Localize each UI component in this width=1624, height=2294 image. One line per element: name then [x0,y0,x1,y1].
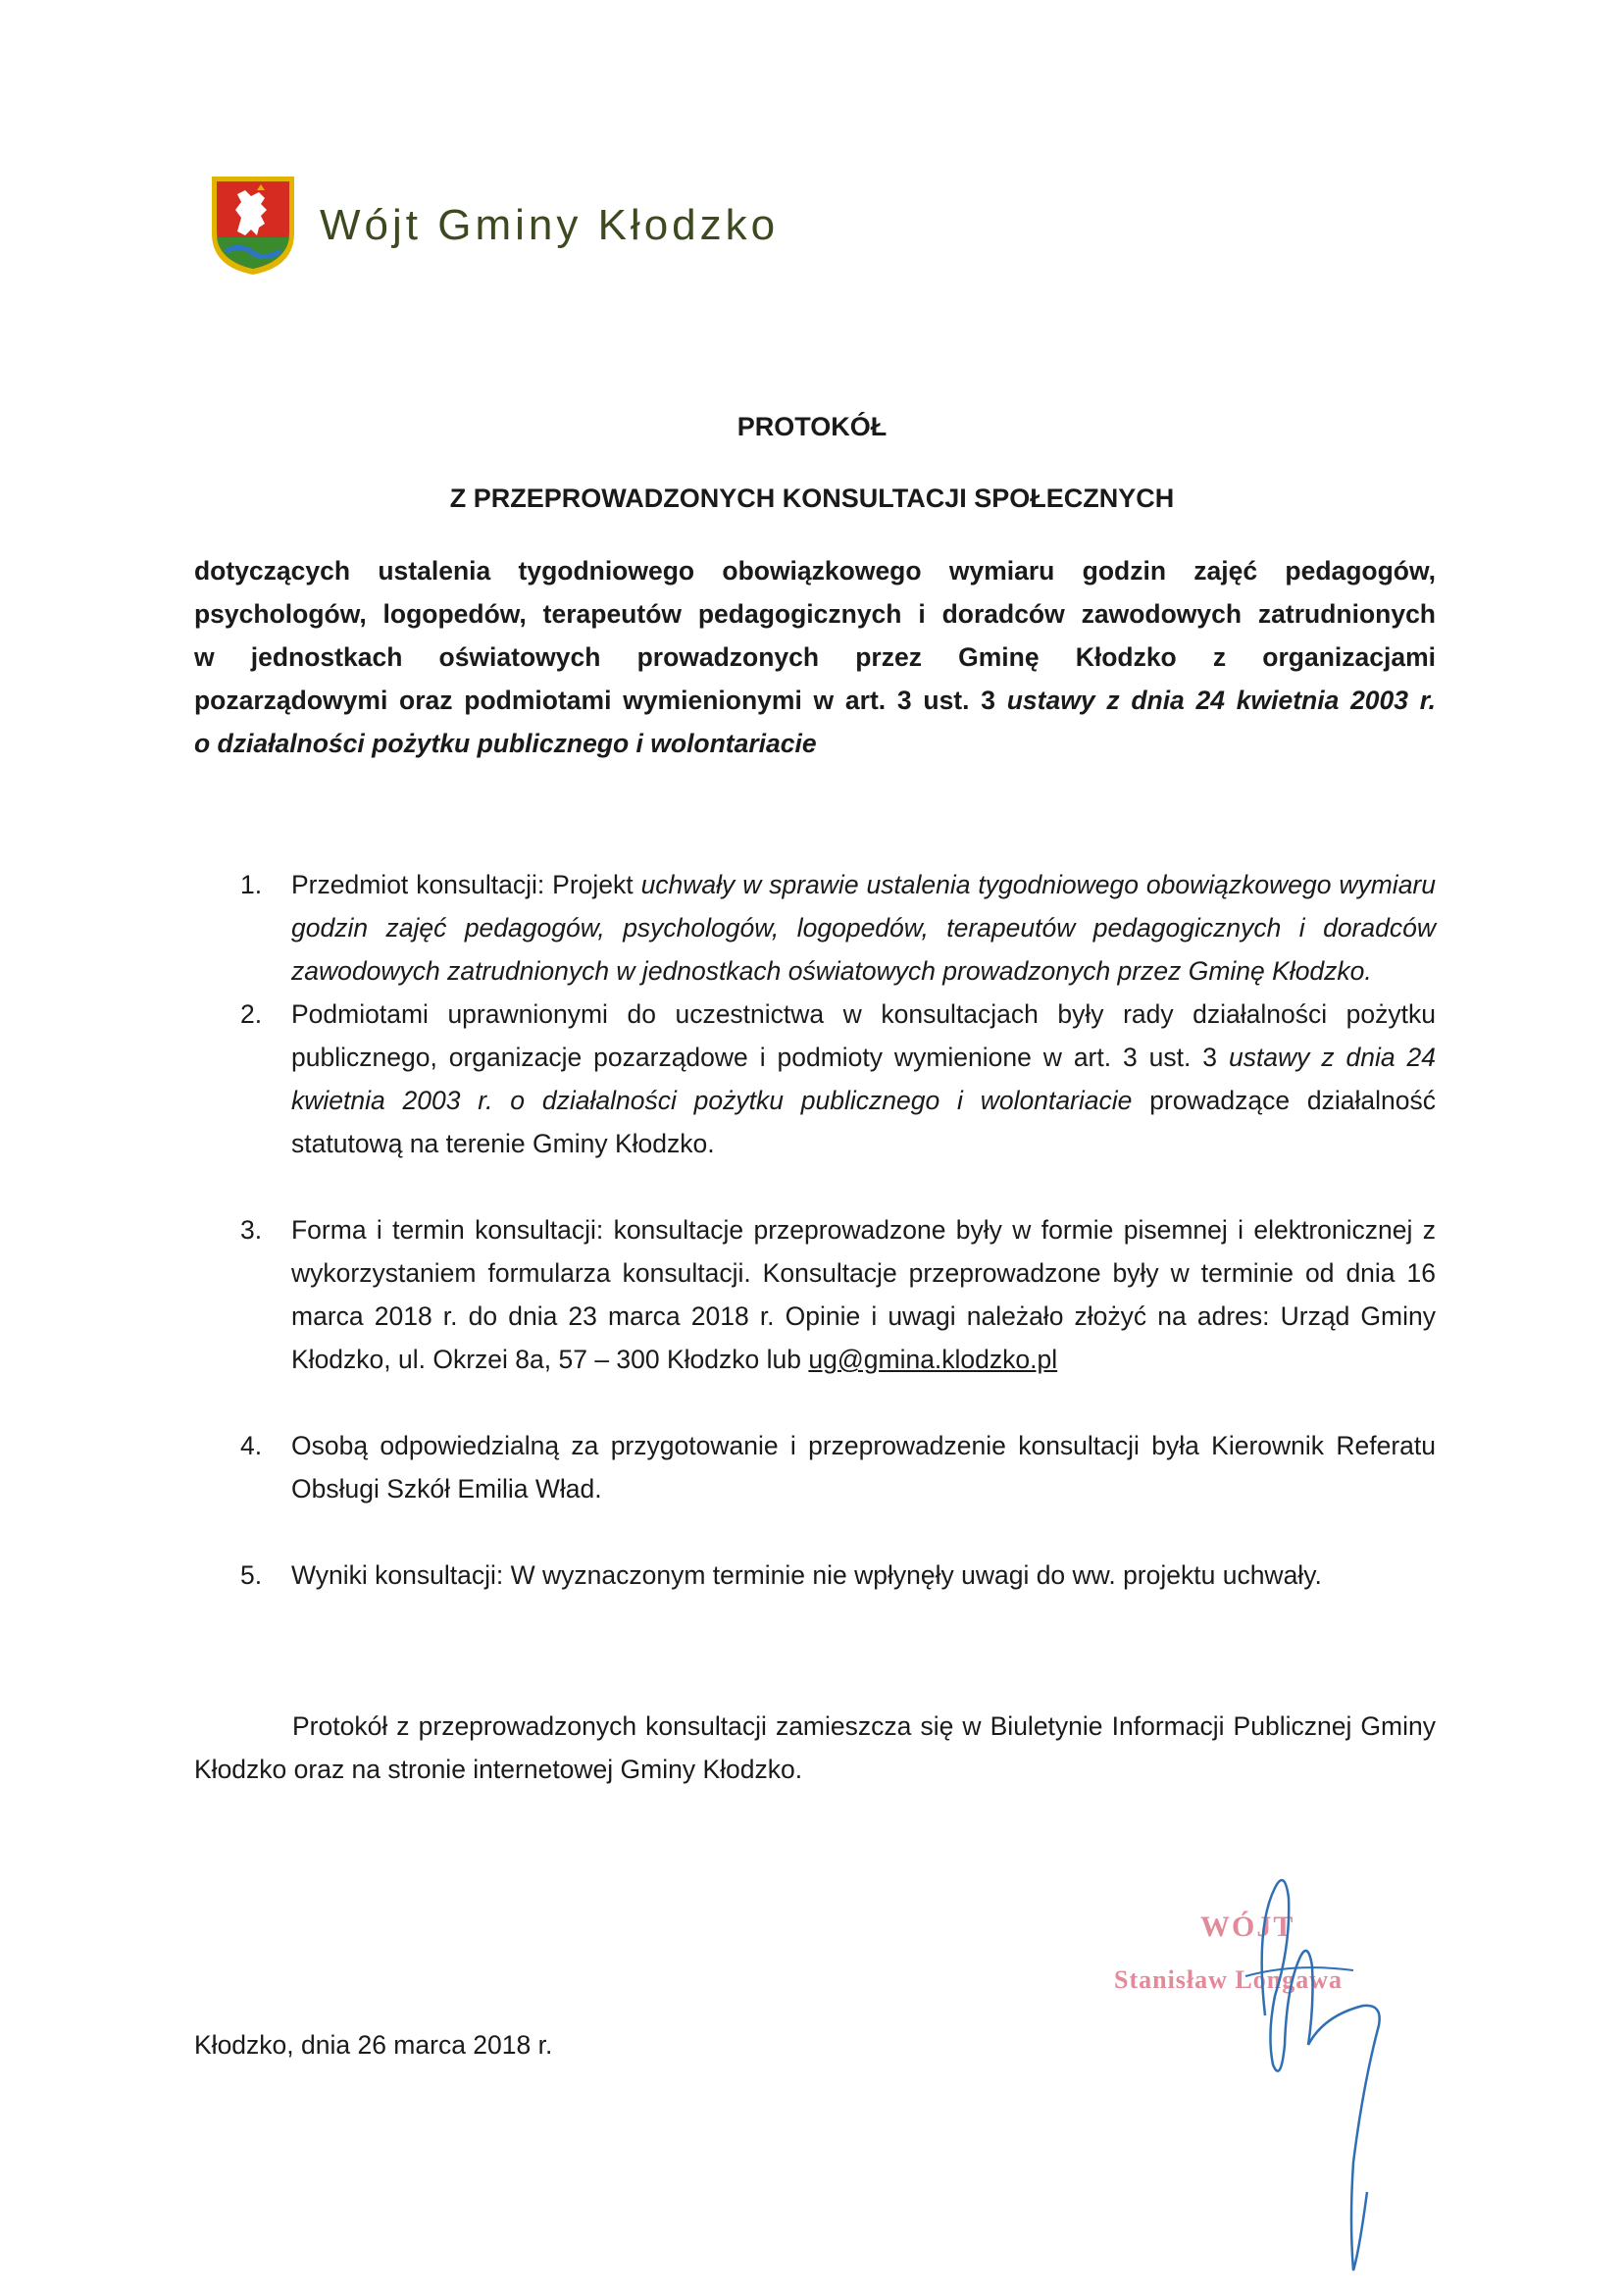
subject-paragraph [194,549,1436,765]
place-and-date: Kłodzko, dnia 26 marca 2018 r. [194,2030,553,2060]
list-item [196,1208,1436,1381]
item-text: Wyniki konsultacji: W wyznaczonym terminie nie wpłynęły uwagi do ww. projektu uchwały. [291,1560,1322,1590]
item-text-italic: ustawy z dnia 24 kwietnia 2003 r. o działalności pożytku publicznego i wolontariacie [291,1043,1436,1115]
item-number: 4. [240,1431,263,1460]
handwritten-signature-icon [1206,1868,1402,2280]
item-text [291,863,1436,993]
list-item [196,863,1436,993]
item-text-italic: uchwały w sprawie ustalenia tygodniowego obowiązkowego wymiaru godzin zajęć pedagogów, psychologów, logopedów, terapeutów pedagogicznych i doradców zawodowych zatrudnionych w jednostkach oświatowych prowadzonych przez Gminę Kłodzko. [291,870,1436,986]
subject-line: psychologów, logopedów, terapeutów pedagogicznych i doradców zawodowych zatrudnionych [194,599,1436,629]
item-text-plain: Forma i termin konsultacji: konsultacje przeprowadzone były w formie pisemnej i elektronicznej z wykorzystaniem formularza konsultacji. Konsultacje przeprowadzone były w terminie od dnia 16 marca 2018 r. do dnia 23 marca 2018 r. Opinie i uwagi należało złożyć na adres: Urząd Gminy Kłodzko, ul. Okrzei 8a, 57 – 300 Kłodzko lub [291,1215,1436,1374]
subject-line [194,722,1436,765]
document-title: PROTOKÓŁ [736,412,888,441]
subject-line-text: pozarządowymi oraz podmiotami wymienionymi w art. 3 ust. 3 [194,686,1007,715]
document-subtitle: Z PRZEPROWADZONYCH KONSULTACJI SPOŁECZNYCH [449,484,1175,513]
letterhead [208,173,779,279]
consultation-items-list [196,863,1436,1597]
subject-line-italic: o działalności pożytku publicznego i wolontariacie [194,729,817,758]
item-number: 2. [240,999,263,1029]
email-link[interactable]: ug@gmina.klodzko.pl [808,1345,1058,1374]
closing-paragraph: Protokół z przeprowadzonych konsultacji zamieszcza się w Biuletynie Informacji Publicznej Gminy Kłodzko oraz na stronie internetowej Gminy Kłodzko. [194,1711,1436,1784]
item-text: Osobą odpowiedzialną za przygotowanie i przeprowadzenie konsultacji była Kierownik Referatu Obsługi Szkół Emilia Wład. [291,1431,1436,1504]
subject-line-italic: ustawy z dnia 24 kwietnia 2003 r. [1006,686,1436,715]
stamp-role: WÓJT [1200,1911,1295,1943]
subject-line: dotyczących ustalenia tygodniowego obowiązkowego wymiaru godzin zajęć pedagogów, [194,556,1436,586]
item-text-plain: Podmiotami uprawnionymi do uczestnictwa w konsultacjach były rady działalności pożytku publicznego, organizacje pozarządowe i podmioty wymienione w art. 3 ust. 3 [291,999,1436,1072]
item-text-plain: prowadzące działalność statutową na terenie Gminy Kłodzko. [291,1086,1436,1158]
subject-line: w jednostkach oświatowych prowadzonych przez Gminę Kłodzko z organizacjami [194,642,1436,672]
list-item [196,993,1436,1165]
coat-of-arms-icon [208,173,298,279]
item-text [291,1208,1436,1381]
subject-line [194,679,1436,722]
office-name: Wójt Gminy Kłodzko [320,201,780,249]
list-item [196,1424,1436,1510]
item-number: 3. [240,1215,263,1245]
item-text [291,993,1436,1165]
stamp-name: Stanisław Longawa [1114,1965,1343,1994]
item-number: 1. [240,870,263,899]
item-text-plain: Przedmiot konsultacji: Projekt [291,870,641,899]
item-number: 5. [240,1560,263,1590]
list-item [196,1554,1436,1597]
